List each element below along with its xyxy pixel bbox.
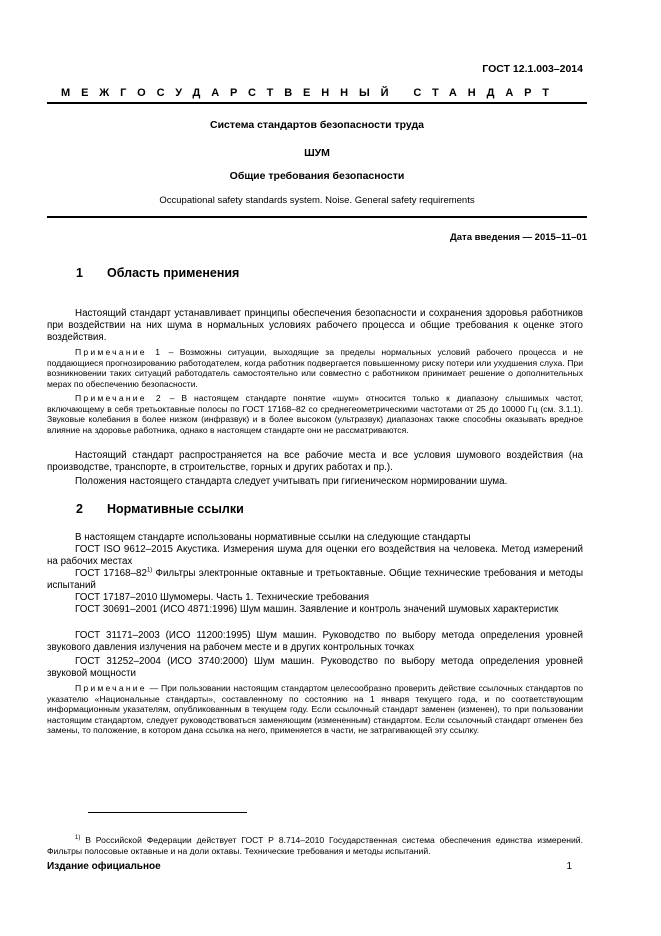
official-edition-label: Издание официальное [47,861,161,872]
gost-number: ГОСТ 12.1.003–2014 [482,63,583,75]
normative-reference-item: ГОСТ 31252–2004 (ИСО 3740:2000) Шум машин. Руководство по выбору метода определения уровней звуковой мощности [47,656,583,679]
section-2-note [47,683,583,736]
section-1-paragraph-1: Настоящий стандарт устанавливает принципы обеспечения безопасности и сохранения здоровья работников при воздействии на них шума в нормальных условиях рабочего процесса и общие требования к оценке этого воздействия. [47,308,583,343]
section-1-paragraph-3: Положения настоящего стандарта следует учитывать при гигиеническом нормировании шума. [75,476,508,487]
section-1-heading [76,266,239,280]
footnote-mark: 1) [75,835,81,842]
note-1-text: – Возможны ситуации, выходящие за пределы нормальных условий рабочего процесса и не поддающиеся прогнозированию работодателем, когда работник подвергается повышенному риску потери или ухудшения слуха. При возникновении таких ситуаций работодатель самостоятельно или совместно с работником принимает решение о дополнительных мерах по обеспечению безопасности. [47,347,583,389]
header-rule [47,102,587,104]
page-number: 1 [566,861,572,872]
reference-title: Фильтры электронные октавные и третьоктавные. Общие технические требования и методы испытаний [47,568,583,591]
footnote-mark: 1) [146,567,153,574]
normative-reference-item [47,568,583,591]
footnote-text: В Российской Федерации действует ГОСТ Р 8.714–2010 Государственная система обеспечения единства измерений. Фильтры полосовые октавные и на доли октавы. Технические требования и методы испытаний. [47,835,583,856]
interstate-standard-heading: МЕЖГОСУДАРСТВЕННЫЙ СТАНДАРТ [61,87,560,99]
standard-subtitle: Общие требования безопасности [229,170,405,182]
section-2-number: 2 [76,502,83,516]
footnote-separator [88,812,247,813]
standard-series-title: Система стандартов безопасности труда [209,119,425,131]
section-1-note-1 [47,347,583,389]
english-title: Occupational safety standards system. Noise. General safety requirements [159,195,475,206]
normative-reference-item: ГОСТ ISO 9612–2015 Акустика. Измерения шума для оценки его воздействия на человека. Метод измерений на рабочих местах [47,544,583,567]
note-1-label: Примечание 1 [75,347,163,357]
section-2-heading [76,502,244,516]
standard-subject-title: ШУМ [304,147,330,159]
section-2-title: Нормативные ссылки [107,502,244,516]
normative-reference-item: ГОСТ 17187–2010 Шумомеры. Часть 1. Технические требования [75,592,370,603]
section-2-note-label: Примечание [75,683,147,693]
section-1-note-2 [47,393,583,435]
footnote [47,835,583,857]
note-2-text: – В настоящем стандарте понятие «шум» относится только к диапазону слышимых частот, включающему в себя третьоктавные полосы по ГОСТ 17168–82 со среднегеометрическими частотами от 25 до 10000 Гц (см. 3.1.1). Звуковые колебания в более низком (инфразвук) и в более высоком (ультразвук) диапазонах также способны оказывать вредное влияние на здоровье работника, однако в настоящем стандарте они не рассматриваются. [47,393,584,435]
section-1-title: Область применения [107,266,240,280]
title-rule [47,216,587,218]
section-1-paragraph-2: Настоящий стандарт распространяется на все рабочие места и все условия шумового воздействия (на производстве, транспорте, в строительстве, горных и других работах и пр.). [47,450,583,473]
section-2-note-text: — При пользовании настоящим стандартом целесообразно проверить действие ссылочных стандартов по указателю «Национальные стандарты», составленному по состоянию на 1 января текущего года, и по соответствующим информационным указателям, опубликованным в текущем году. Если ссылочный стандарт заменен (изменен), то при пользовании настоящим стандартом, следует руководствоваться заменяющим (измененным) стандартом. Если ссылочный стандарт отменен без замены, то положение, в котором дана ссылка на него, применяется в части, не затрагивающей эту ссылку. [47,683,583,735]
section-2-lead: В настоящем стандарте использованы нормативные ссылки на следующие стандарты [75,532,471,543]
note-2-label: Примечание 2 [75,393,163,403]
section-1-number: 1 [76,266,83,280]
normative-reference-item: ГОСТ 30691–2001 (ИСО 4871:1996) Шум машин. Заявление и контроль значений шумовых характеристик [75,604,559,615]
reference-designation: ГОСТ 17168–82 [75,568,147,579]
introduction-date: Дата введения — 2015–11–01 [450,232,587,243]
normative-reference-item: ГОСТ 31171–2003 (ИСО 11200:1995) Шум машин. Руководство по выбору метода определения уровней звукового давления излучения на рабочем месте и в других контрольных точках [47,630,583,653]
